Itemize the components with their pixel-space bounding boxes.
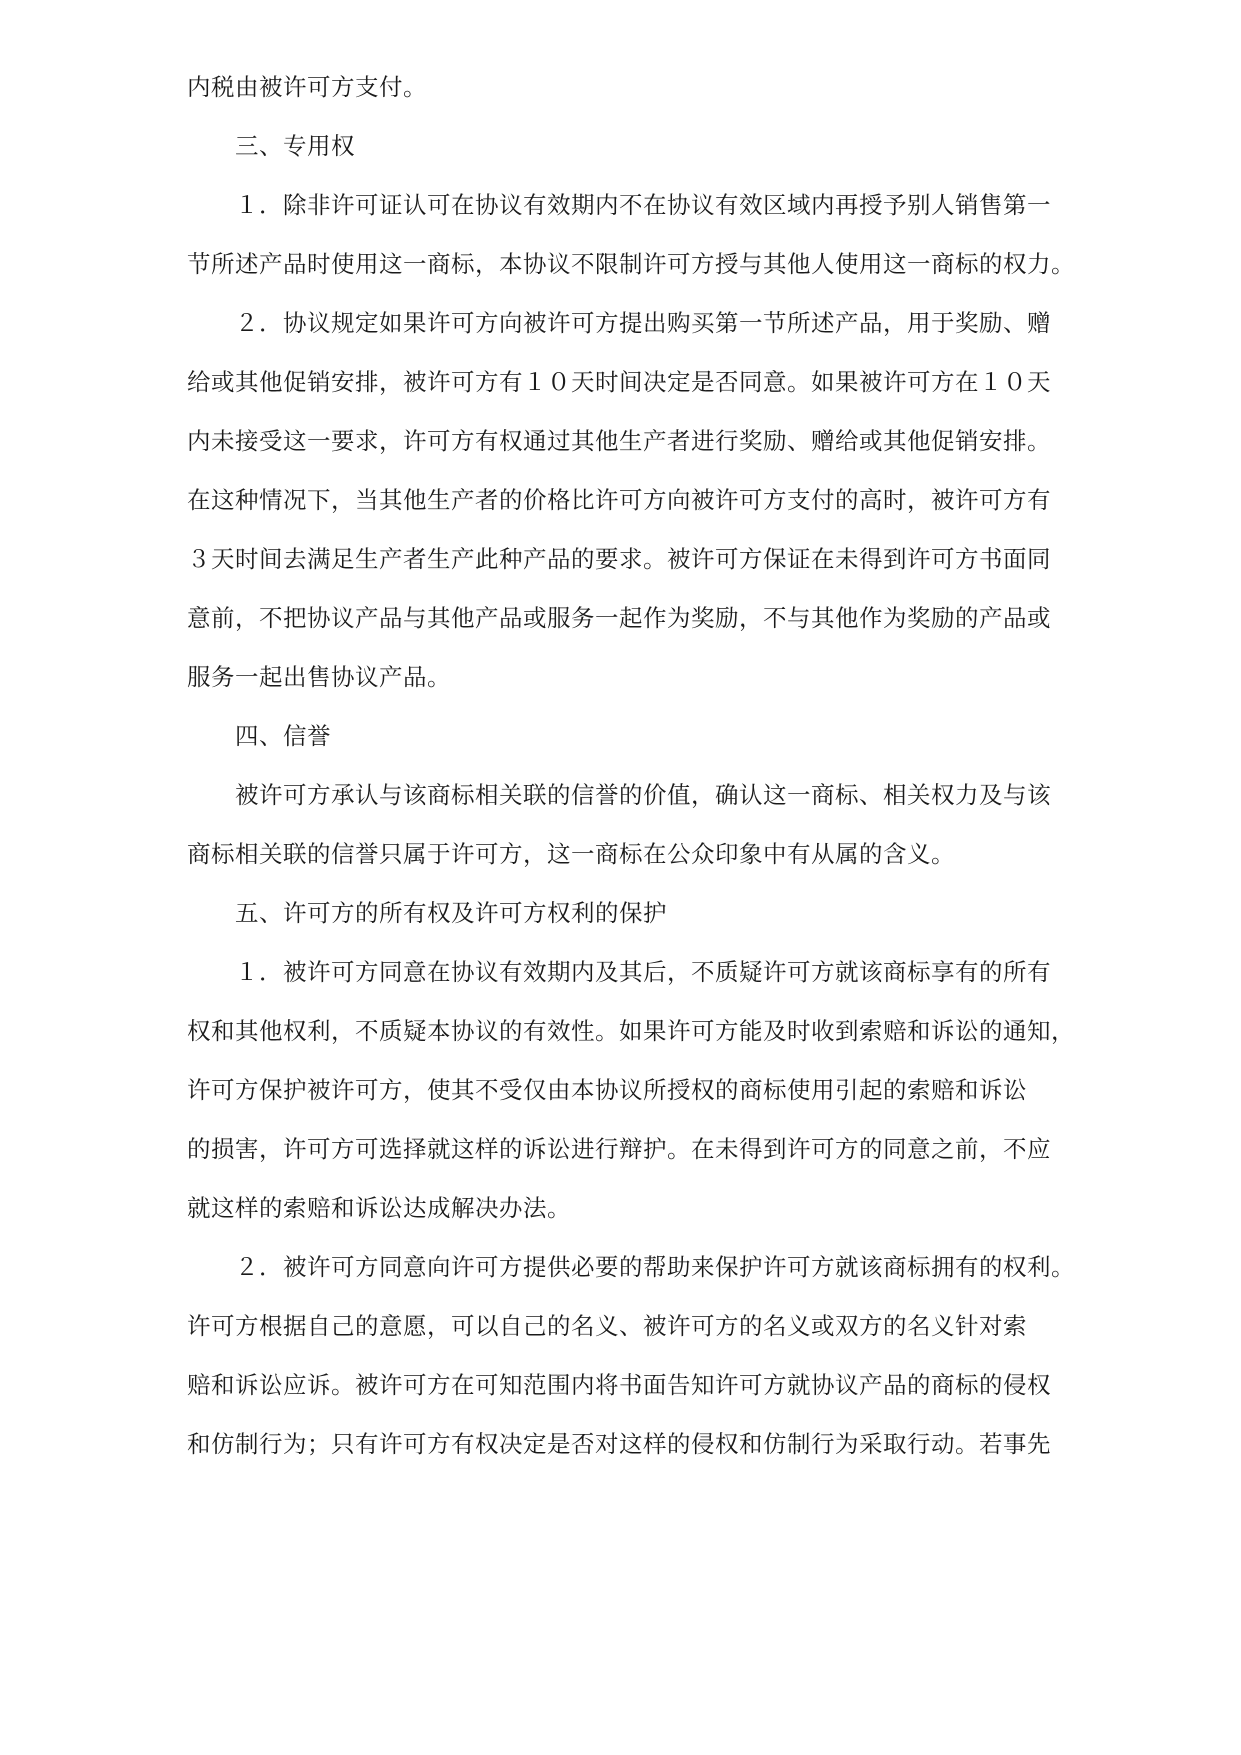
text-line: 内税由被许可方支付。 [187, 73, 427, 101]
section-heading: 三、专用权 [187, 132, 355, 160]
text-line: 和仿制行为；只有许可方有权决定是否对这样的侵权和仿制行为采取行动。若事先 [187, 1430, 1051, 1458]
text-line: 节所述产品时使用这一商标，本协议不限制许可方授与其他人使用这一商标的权力。 [187, 250, 1075, 278]
text-line: 赔和诉讼应诉。被许可方在可知范围内将书面告知许可方就协议产品的商标的侵权 [187, 1371, 1051, 1399]
text-line: ２．协议规定如果许可方向被许可方提出购买第一节所述产品，用于奖励、赠 [187, 309, 1051, 337]
text-line: 在这种情况下，当其他生产者的价格比许可方向被许可方支付的高时，被许可方有 [187, 486, 1051, 514]
text-line: １．除非许可证认可在协议有效期内不在协议有效区域内再授予别人销售第一 [187, 191, 1051, 219]
text-line: 许可方保护被许可方，使其不受仅由本协议所授权的商标使用引起的索赔和诉讼 [187, 1076, 1027, 1104]
text-line: 给或其他促销安排，被许可方有１０天时间决定是否同意。如果被许可方在１０天 [187, 368, 1051, 396]
text-line: ２．被许可方同意向许可方提供必要的帮助来保护许可方就该商标拥有的权利。 [187, 1253, 1075, 1281]
text-line: 就这样的索赔和诉讼达成解决办法。 [187, 1194, 571, 1222]
text-line: 商标相关联的信誉只属于许可方，这一商标在公众印象中有从属的含义。 [187, 840, 955, 868]
section-heading: 四、信誉 [187, 722, 331, 750]
section-heading: 五、许可方的所有权及许可方权利的保护 [187, 899, 667, 927]
text-line: ３天时间去满足生产者生产此种产品的要求。被许可方保证在未得到许可方书面同 [187, 545, 1051, 573]
text-line: 内未接受这一要求，许可方有权通过其他生产者进行奖励、赠给或其他促销安排。 [187, 427, 1051, 455]
text-line: １．被许可方同意在协议有效期内及其后，不质疑许可方就该商标享有的所有 [187, 958, 1051, 986]
text-line: 权和其他权利，不质疑本协议的有效性。如果许可方能及时收到索赔和诉讼的通知， [187, 1017, 1075, 1045]
text-line: 许可方根据自己的意愿，可以自己的名义、被许可方的名义或双方的名义针对索 [187, 1312, 1027, 1340]
text-line: 意前，不把协议产品与其他产品或服务一起作为奖励，不与其他作为奖励的产品或 [187, 604, 1051, 632]
text-line: 服务一起出售协议产品。 [187, 663, 451, 691]
text-line: 的损害，许可方可选择就这样的诉讼进行辩护。在未得到许可方的同意之前，不应 [187, 1135, 1051, 1163]
text-line: 被许可方承认与该商标相关联的信誉的价值，确认这一商标、相关权力及与该 [187, 781, 1051, 809]
